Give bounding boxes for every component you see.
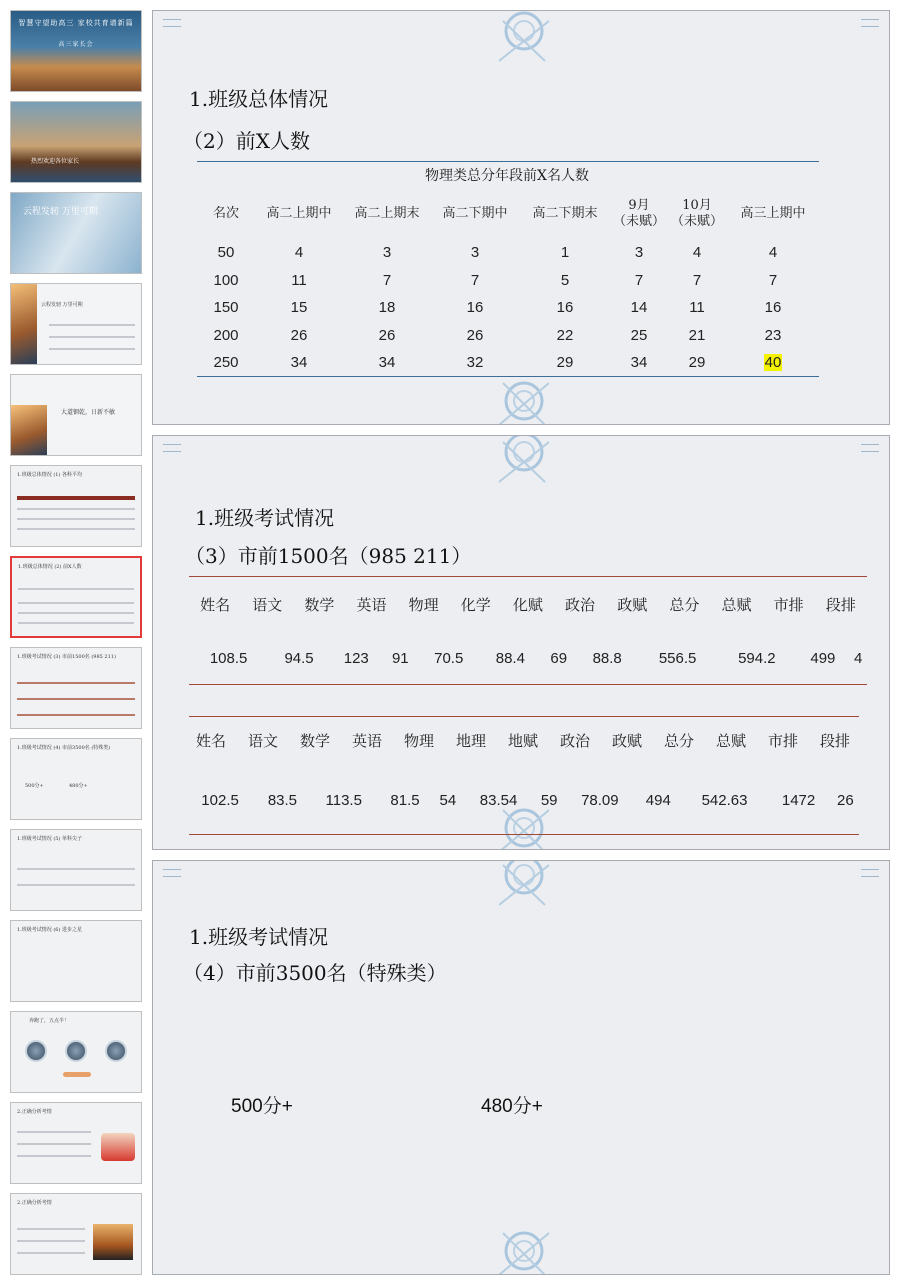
- header-cell: 9月 （未赋）: [612, 197, 665, 229]
- header-cell: 英语: [356, 595, 387, 614]
- thumb-line: [17, 682, 135, 684]
- thumb-line: [17, 1143, 91, 1145]
- value-cell: 556.5: [658, 649, 697, 667]
- header-cell: 段排: [825, 595, 856, 614]
- count-cell: [727, 349, 819, 377]
- emblem-watermark-icon: [489, 11, 559, 67]
- thumb-line: [18, 612, 134, 614]
- thumb-title: 热烈欢迎各位家长: [31, 158, 80, 165]
- value-cell: 494: [645, 791, 671, 809]
- value-cell: 88.8: [592, 649, 622, 667]
- header-cell: 高二上期中: [266, 205, 332, 221]
- value-cell: 4: [853, 649, 863, 667]
- thumb-line: [17, 508, 135, 510]
- header-cell: 总赋: [715, 731, 746, 750]
- count-cell: 29: [556, 354, 574, 372]
- thumb-line: [17, 884, 135, 886]
- header-cell: 姓名: [195, 731, 226, 750]
- header-cell: 数学: [299, 731, 330, 750]
- thumb-label-b: 480分+: [69, 783, 88, 789]
- table-row: [197, 349, 819, 377]
- header-cell: 政治: [565, 595, 596, 614]
- table-bottom-rule: [197, 376, 819, 377]
- value-cell: 26: [837, 791, 854, 809]
- slide-thumb-9[interactable]: [10, 738, 142, 820]
- table-row: [197, 267, 819, 295]
- header-cell: 化赋: [512, 595, 543, 614]
- header-cell: 高二下期末: [532, 205, 598, 221]
- value-cell: 70.5: [434, 649, 464, 667]
- corner-decoration: [163, 869, 181, 877]
- count-cell: 21: [688, 326, 706, 344]
- thumb-line: [17, 698, 135, 700]
- corner-decoration: [861, 19, 879, 27]
- thumb-title: 奔跑了，五点半！: [29, 1018, 70, 1024]
- value-cell: 83.5: [267, 791, 298, 809]
- count-cell: 11: [689, 299, 705, 317]
- table-header-row: [197, 189, 819, 239]
- slide-thumbnail-panel[interactable]: [0, 0, 148, 1286]
- count-cell: 18: [378, 299, 396, 317]
- slide-subheading: （4）市前3500名（特殊类）: [183, 961, 447, 985]
- score-bracket-500: 500分+: [231, 1096, 293, 1117]
- slide-subheading: （2）前X人数: [183, 129, 310, 153]
- count-cell: 7: [692, 271, 702, 289]
- value-cell: 542.63: [701, 791, 748, 809]
- score-table-2-header: [185, 724, 861, 756]
- value-cell: 88.4: [495, 649, 525, 667]
- thumb-title: 大道铟乾，日新不敏: [61, 409, 116, 416]
- count-cell: 26: [290, 326, 308, 344]
- table-title: 物理类总分年段前X名人数: [425, 168, 589, 184]
- highlighted-value: 40: [764, 354, 782, 372]
- corner-decoration: [163, 19, 181, 27]
- thumb-title: 1.班级考试情况 (6) 进步之星: [17, 927, 83, 933]
- thumb-title: 1.班级总体情况 (2) 前X人数: [18, 564, 82, 570]
- corner-decoration: [861, 869, 879, 877]
- thumb-line: [17, 528, 135, 530]
- thumb-title: 1.班级总体情况 (1) 各科平均: [17, 472, 83, 478]
- count-cell: 4: [692, 244, 702, 262]
- thumb-title: 2.正确分析考情: [17, 1200, 52, 1206]
- thumb-line: [49, 336, 135, 338]
- thumb-circle-image: [105, 1040, 127, 1062]
- header-cell: 英语: [351, 731, 382, 750]
- thumb-line: [17, 1228, 85, 1230]
- slide-thumb-11[interactable]: [10, 920, 142, 1002]
- slide-thumb-2[interactable]: [10, 101, 142, 183]
- slide-thumb-5[interactable]: [10, 374, 142, 456]
- value-cell: 81.5: [390, 791, 420, 809]
- count-cell: 16: [466, 299, 484, 317]
- rank-cell: 150: [213, 299, 239, 317]
- emblem-watermark-icon: [489, 435, 559, 488]
- thumb-line: [49, 324, 135, 326]
- value-cell: 108.5: [209, 649, 248, 667]
- count-cell: 7: [634, 271, 644, 289]
- header-cell: 政赋: [617, 595, 648, 614]
- table-top-rule: [189, 576, 867, 577]
- value-cell: 91: [391, 649, 409, 667]
- count-cell: 7: [470, 271, 480, 289]
- thumb-circle-image: [25, 1040, 47, 1062]
- rank-cell: 100: [213, 271, 239, 289]
- value-cell: 69: [550, 649, 568, 667]
- table-bottom-rule: [189, 834, 859, 835]
- table-top-rule: [189, 716, 859, 717]
- corner-decoration: [861, 444, 879, 452]
- table-divider-rule: [189, 684, 867, 685]
- emblem-watermark-icon: [489, 371, 559, 425]
- thumb-line: [17, 1155, 91, 1157]
- count-cell: 5: [560, 271, 570, 289]
- header-cell: 10月 （未赋）: [670, 197, 723, 229]
- value-cell: 94.5: [284, 649, 314, 667]
- slide-city-top-3500[interactable]: [152, 860, 890, 1275]
- header-cell: 姓名: [200, 595, 231, 614]
- rank-cell: 50: [217, 244, 235, 262]
- thumb-line: [18, 622, 134, 624]
- header-cell: 地赋: [507, 731, 538, 750]
- header-cell: 段排: [819, 731, 850, 750]
- thumb-title: 1.班级考试情况 (4) 市前3500名 (特殊类): [17, 745, 111, 751]
- slide-thumb-8[interactable]: [10, 647, 142, 729]
- thumb-title: 1.班级考试情况 (5) 单科尖子: [17, 836, 83, 842]
- count-cell: 15: [290, 299, 308, 317]
- count-cell: 32: [466, 354, 484, 372]
- thumb-line: [49, 348, 135, 350]
- count-cell: 3: [382, 244, 392, 262]
- header-cell: 高二下期中: [442, 205, 508, 221]
- value-cell: 113.5: [325, 791, 362, 809]
- count-cell: 4: [768, 244, 778, 262]
- mountain-image: [11, 283, 37, 364]
- thumb-table-header: [17, 496, 135, 500]
- slide-thumb-4[interactable]: [10, 283, 142, 365]
- slide-subheading: （3）市前1500名（985 211）: [185, 544, 472, 568]
- thumb-line: [17, 518, 135, 520]
- score-table-1-header: [189, 588, 867, 620]
- count-cell: 29: [688, 354, 706, 372]
- thumb-line: [18, 602, 134, 604]
- thumb-circle-image: [65, 1040, 87, 1062]
- slide-heading: 1.班级总体情况: [189, 87, 329, 111]
- slide-thumb-10[interactable]: [10, 829, 142, 911]
- count-cell: 23: [764, 326, 782, 344]
- header-cell: 市排: [773, 595, 804, 614]
- table-row: [197, 322, 819, 350]
- value-cell: 78.09: [581, 791, 619, 809]
- count-cell: 34: [378, 354, 396, 372]
- header-cell: 总赋: [721, 595, 752, 614]
- thumb-label-a: 500分+: [25, 783, 44, 789]
- value-cell: 499: [810, 649, 836, 667]
- rank-cell: 250: [213, 354, 239, 372]
- header-cell: 数学: [304, 595, 335, 614]
- count-cell: 16: [556, 299, 574, 317]
- header-cell: 化学: [460, 595, 491, 614]
- table-row: [197, 239, 819, 267]
- count-cell: 25: [630, 326, 648, 344]
- thumb-title: 云程发轫 万里可期: [41, 302, 83, 308]
- thumb-subtitle: 高三家长会: [58, 41, 94, 48]
- rank-cell: 200: [213, 326, 239, 344]
- count-cell: 22: [556, 326, 574, 344]
- value-cell: 54: [439, 791, 457, 809]
- value-cell: 123: [343, 649, 369, 667]
- count-cell: 4: [294, 244, 304, 262]
- thumb-crowd-image: [101, 1133, 135, 1161]
- thumb-line: [17, 714, 135, 716]
- count-cell: 7: [382, 271, 392, 289]
- emblem-watermark-icon: [489, 1221, 559, 1275]
- table-top-rule: [197, 161, 819, 162]
- slide-top-x-counts[interactable]: [152, 10, 890, 425]
- score-bracket-480: 480分+: [481, 1096, 543, 1117]
- count-cell: 11: [291, 271, 307, 289]
- slide-thumb-14[interactable]: [10, 1193, 142, 1275]
- thumb-highlight-bar: [63, 1072, 91, 1077]
- count-cell: 7: [768, 271, 778, 289]
- header-cell: 名次: [212, 205, 239, 221]
- value-cell: 594.2: [738, 649, 776, 667]
- slide-thumb-12[interactable]: [10, 1011, 142, 1093]
- count-cell: 3: [470, 244, 480, 262]
- thumb-line: [18, 588, 134, 590]
- value-cell: 102.5: [201, 791, 239, 809]
- header-cell: 政治: [559, 731, 590, 750]
- slide-thumb-6[interactable]: [10, 465, 142, 547]
- emblem-watermark-icon: [489, 860, 559, 911]
- slide-thumb-1[interactable]: [10, 10, 142, 92]
- count-cell: 3: [634, 244, 644, 262]
- header-cell: 市排: [767, 731, 798, 750]
- table-row: [197, 294, 819, 322]
- rank-count-table: [197, 189, 819, 377]
- header-cell: 语文: [247, 731, 278, 750]
- header-cell: 总分: [663, 731, 694, 750]
- header-cell: 总分: [669, 595, 700, 614]
- thumb-line: [17, 1131, 91, 1133]
- score-table-1-values: [189, 642, 867, 674]
- corner-decoration: [163, 444, 181, 452]
- thumb-title: 1.班级考试情况 (3) 市前1500名 (985 211): [17, 654, 116, 660]
- count-cell: 34: [290, 354, 308, 372]
- thumb-line: [17, 1240, 85, 1242]
- thumb-title: 2.正确分析考情: [17, 1109, 52, 1115]
- count-cell: 26: [378, 326, 396, 344]
- slide-thumb-13[interactable]: [10, 1102, 142, 1184]
- mountain-image: [11, 405, 47, 455]
- thumb-title: 智慧守望助高三 家校共育谱新篇: [18, 19, 134, 27]
- header-cell: 高二上期末: [354, 205, 420, 221]
- thumb-title: 云程发轫 万里可期: [23, 207, 98, 217]
- thumb-sunset-image: [93, 1224, 133, 1260]
- header-cell: 物理: [403, 731, 434, 750]
- header-cell: 语文: [252, 595, 283, 614]
- header-cell: 物理: [408, 595, 439, 614]
- slide-heading: 1.班级考试情况: [195, 506, 335, 530]
- count-cell: 16: [764, 299, 782, 317]
- slide-thumb-7[interactable]: [10, 556, 142, 638]
- thumb-line: [17, 868, 135, 870]
- header-cell: 政赋: [611, 731, 642, 750]
- header-cell: 高三上期中: [740, 205, 806, 221]
- slide-city-top-1500[interactable]: [152, 435, 890, 850]
- count-cell: 26: [466, 326, 484, 344]
- count-cell: 34: [630, 354, 648, 372]
- value-cell: 59: [540, 791, 558, 809]
- count-cell: 14: [630, 299, 648, 317]
- value-cell: 1472: [781, 791, 816, 809]
- value-cell: 83.54: [479, 791, 518, 809]
- count-cell: 1: [560, 244, 570, 262]
- slide-heading: 1.班级考试情况: [189, 925, 329, 949]
- thumb-line: [17, 1252, 85, 1254]
- slide-thumb-3[interactable]: [10, 192, 142, 274]
- header-cell: 地理: [455, 731, 486, 750]
- score-table-2-values: [185, 784, 861, 816]
